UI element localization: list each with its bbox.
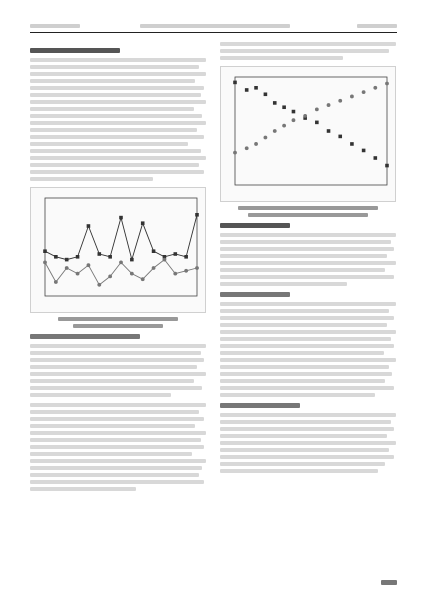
data-point (54, 255, 58, 259)
data-point (245, 88, 249, 92)
data-point (43, 249, 47, 253)
data-point (350, 95, 354, 99)
data-point (195, 266, 199, 270)
data-point (119, 261, 123, 265)
data-point (173, 272, 177, 276)
data-point (108, 275, 112, 279)
data-point (54, 280, 58, 284)
body-paragraph (220, 233, 396, 286)
figure-2-caption-en (73, 324, 163, 328)
data-point (76, 272, 80, 276)
figure-2-caption (58, 317, 178, 321)
data-point (119, 216, 123, 220)
data-point (338, 135, 342, 139)
data-point (87, 224, 91, 228)
data-point (245, 146, 249, 150)
data-point (152, 266, 156, 270)
data-point (130, 272, 134, 276)
left-column (30, 42, 206, 497)
data-point (76, 255, 80, 259)
body-paragraph (220, 42, 396, 60)
data-point (108, 255, 112, 259)
porosity-scatter-chart (221, 67, 395, 199)
data-point (350, 142, 354, 146)
data-point (184, 269, 188, 273)
data-point (195, 213, 199, 217)
body-paragraph (30, 344, 206, 397)
data-point (43, 261, 47, 265)
data-point (130, 258, 134, 262)
section-heading (30, 48, 120, 53)
data-point (273, 129, 277, 133)
figure-3 (220, 66, 396, 202)
body-paragraph (30, 58, 206, 181)
data-point (292, 110, 296, 114)
data-point (264, 92, 268, 96)
data-point (173, 252, 177, 256)
data-point (374, 156, 378, 160)
data-point (97, 252, 101, 256)
data-point (233, 151, 237, 155)
figure-2 (30, 187, 206, 313)
subsection-heading (30, 334, 140, 339)
strength-line-chart (31, 188, 205, 310)
data-point (152, 249, 156, 253)
data-point (254, 142, 258, 146)
figure-3-caption (238, 206, 378, 210)
data-point (327, 129, 331, 133)
data-point (264, 136, 268, 140)
data-point (315, 121, 319, 125)
page-number (381, 580, 397, 585)
running-header (30, 22, 397, 33)
body-paragraph (220, 413, 396, 473)
data-point (282, 105, 286, 109)
data-point (385, 164, 389, 168)
data-point (141, 277, 145, 281)
data-point (184, 255, 188, 259)
subsection-heading (220, 292, 290, 297)
section-heading (220, 223, 290, 228)
data-point (233, 81, 237, 85)
data-point (373, 86, 377, 90)
figure-3-caption-en (248, 213, 368, 217)
data-point (385, 82, 389, 86)
data-point (65, 266, 69, 270)
body-paragraph (220, 302, 396, 397)
data-point (141, 221, 145, 225)
data-point (327, 103, 331, 107)
data-point (273, 101, 277, 105)
plot-frame (45, 198, 197, 296)
data-point (303, 114, 307, 118)
body-paragraph (30, 403, 206, 491)
subsection-heading (220, 403, 300, 408)
data-point (97, 283, 101, 287)
right-column (220, 42, 396, 479)
data-point (362, 149, 366, 153)
data-point (254, 86, 258, 90)
data-point (315, 108, 319, 112)
data-point (65, 258, 69, 262)
data-point (282, 124, 286, 128)
data-point (362, 90, 366, 94)
data-point (292, 118, 296, 122)
data-point (87, 263, 91, 267)
data-point (163, 258, 167, 262)
data-point (338, 99, 342, 103)
